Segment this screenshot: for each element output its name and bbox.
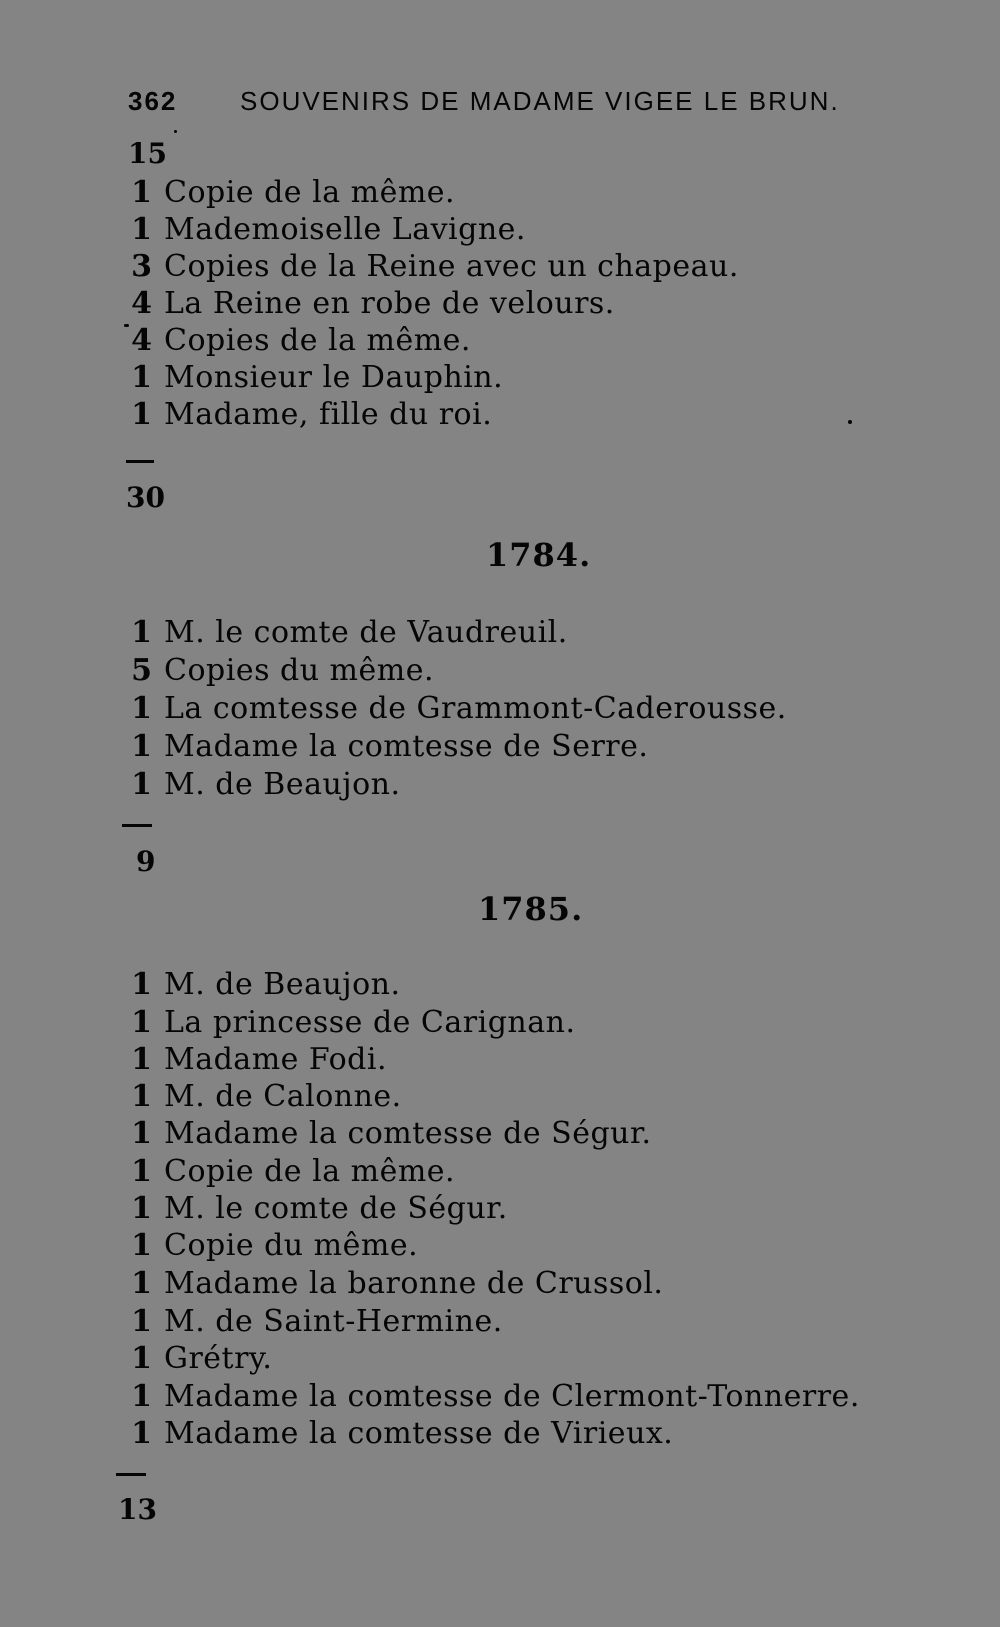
item-count: 1 — [131, 1304, 152, 1339]
item-count: 4 — [131, 286, 152, 321]
year-heading: 1785. — [478, 890, 584, 928]
item-count: 1 — [131, 767, 152, 802]
item-text: Copie de la même. — [164, 1154, 456, 1189]
item-text: Madame, fille du roi. — [164, 397, 493, 432]
item-count: 1 — [131, 967, 152, 1002]
item-text: La princesse de Carignan. — [164, 1005, 576, 1040]
item-text: M. de Beaujon. — [164, 767, 401, 802]
item-count: 1 — [131, 691, 152, 726]
item-count: 1 — [131, 1191, 152, 1226]
item-count: 3 — [131, 249, 152, 284]
year-heading: 1784. — [486, 536, 592, 574]
item-count: 1 — [131, 1042, 152, 1077]
running-title: SOUVENIRS DE MADAME VIGEE LE BRUN. — [240, 86, 840, 116]
item-text: Mademoiselle Lavigne. — [164, 212, 526, 247]
item-text: Madame la comtesse de Virieux. — [164, 1416, 674, 1451]
item-count: 1 — [131, 1079, 152, 1114]
item-text: Copies de la Reine avec un chapeau. — [164, 249, 739, 284]
item-text: Madame la baronne de Crussol. — [164, 1266, 664, 1301]
page-number: 362 — [128, 86, 178, 116]
sum-rule — [122, 824, 152, 827]
item-text: M. de Calonne. — [164, 1079, 402, 1114]
item-text: La comtesse de Grammont-Caderousse. — [164, 691, 787, 726]
item-count: 1 — [131, 397, 152, 432]
item-count: 1 — [131, 360, 152, 395]
item-text: M. le comte de Ségur. — [164, 1191, 508, 1226]
item-count: 1 — [131, 1379, 152, 1414]
section-total: 13 — [118, 1493, 157, 1526]
item-text: M. de Saint-Hermine. — [164, 1304, 503, 1339]
item-count: 1 — [131, 1228, 152, 1263]
section-total: 30 — [126, 481, 165, 514]
item-text: Copie de la même. — [164, 175, 456, 210]
item-text: Monsieur le Dauphin. — [164, 360, 504, 395]
item-count: 1 — [131, 212, 152, 247]
scan-speck — [848, 420, 852, 424]
carried-total: 15 — [128, 137, 167, 170]
item-text: Madame la comtesse de Clermont-Tonnerre. — [164, 1379, 860, 1414]
item-text: Copies de la même. — [164, 323, 471, 358]
sum-rule — [126, 460, 154, 463]
item-count: 1 — [131, 1266, 152, 1301]
sum-rule — [116, 1473, 146, 1476]
item-text: M. le comte de Vaudreuil. — [164, 615, 568, 650]
item-text: Madame Fodi. — [164, 1042, 388, 1077]
item-text: Madame la comtesse de Serre. — [164, 729, 649, 764]
scan-speck — [124, 324, 129, 327]
item-count: 1 — [131, 1341, 152, 1376]
item-text: Copie du même. — [164, 1228, 419, 1263]
item-text: M. de Beaujon. — [164, 967, 401, 1002]
item-text: Copies du même. — [164, 653, 434, 688]
item-count: 1 — [131, 1116, 152, 1151]
item-text: La Reine en robe de velours. — [164, 286, 615, 321]
item-count: 1 — [131, 175, 152, 210]
item-count: 4 — [131, 323, 152, 358]
item-text: Grétry. — [164, 1341, 273, 1376]
section-total: 9 — [136, 845, 156, 878]
item-count: 1 — [131, 615, 152, 650]
item-count: 5 — [131, 653, 152, 688]
item-count: 1 — [131, 1005, 152, 1040]
item-text: Madame la comtesse de Ségur. — [164, 1116, 652, 1151]
scan-speck — [174, 130, 177, 133]
item-count: 1 — [131, 729, 152, 764]
item-count: 1 — [131, 1154, 152, 1189]
item-count: 1 — [131, 1416, 152, 1451]
